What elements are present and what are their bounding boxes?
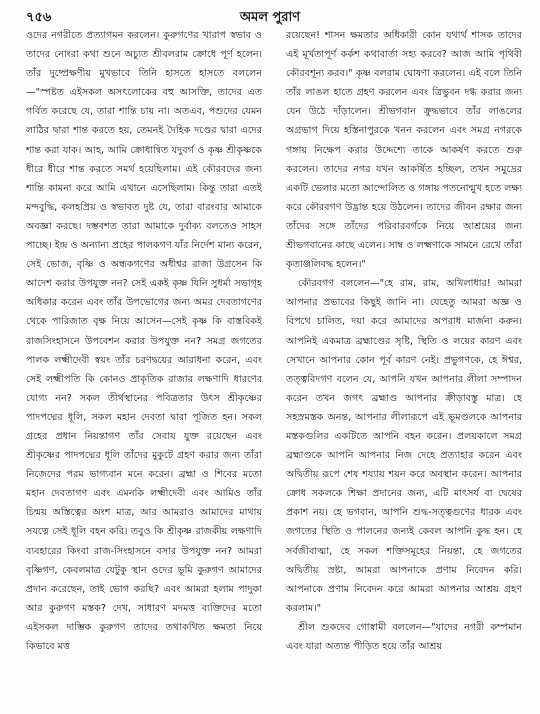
page-number: ৭৫৬	[26, 10, 52, 25]
paragraph: ওদের নগরীতে প্রত্যাগমন করলেন। কুরুগণের খারাপ স্বভাব ও তাদের নোংরা কথা শুনে অচ্যুত শ্রীবলরাম ক্রোধে পূর্ণ হলেন। তাঁর দুষ্প্রেক্ষণীয় মুখভাবে তিনি হাসতে হাসতে বললেন—"স্পষ্টত এইসকল অসৎলোকের বহু আসক্তি, তাদের এত গর্বিত করেছে যে, তারা শান্তি চায় না। অতএব, পশুদের যেমন লাঠির দ্বারা শান্ত করতে হয়, তেমনই দৈহিক দণ্ডের দ্বারা এদের শান্ত করা যাক। আহ, আমি ক্রোধান্বিত যদুবর্গ ও কৃষ্ণ শ্রীকৃষ্ণকে ধীরে ধীরে শান্ত করতে সমর্থ হয়েছিলাম। এই কৌরবদের জন্য শান্তি কামনা করে আমি এখানে এসেছিলাম। কিন্তু তারা এতই মন্দবুদ্ধি, কলহপ্রিয় ও স্বভাবত দুষ্ট যে, তারা বারংবার আমাকে অবজ্ঞা করছে। দম্ভবশত তারা আমাকে দুর্বাক্য বলতেও সাহস পাচ্ছে। ইন্দ্র ও অন্যান্য প্রহের পালকগণ যাঁর নির্দেশ মান্য করেন, সেই ভোজ, বৃষ্ণি ও অন্ধকগণের অধীশ্বর রাজা উগ্রসেন কি আদেশ করার উপযুক্ত নন? সেই একই কৃষ্ণ যিনি সুধর্মা সভাগৃহ অধিকার করেন এবং তাঁর উপভোগের জন্য অমর দেবতাগণের থেকে পারিজাত বৃক্ষ নিয়ে আসেন—সেই কৃষ্ণ কি বাস্তবিকই রাজসিংহাসনে উপবেশন করার উপযুক্ত নন? সমগ্র জগতের পালক লক্ষ্মীদেবী স্বয়ং তাঁর চরণদ্বয়ের আরাধনা করেন, এবং সেই লক্ষ্মীপতি কি কোনও প্রাকৃতিক রাজার লক্ষণাদি ধারণের যোগ্য নন? সকল তীর্থস্থানের পবিত্রতার উৎস শ্রীকৃষ্ণের পাদপদ্মের ধূলি, সকল মহান দেবতা দ্বারা পূজিত হন। সকল গ্রহের প্রধান নিয়ন্তাগণ তাঁর সেবায় যুক্ত রয়েছেন এবং শ্রীকৃষ্ণের পাদপদ্মের ধূলি তাঁদের মুকুটে গ্রহণ করার জন্য তাঁরা নিজেদের পরম ভাগ্যবান মনে করেন। ব্রহ্মা ও শিবের মতো মহান দেবতাগণ এবং এমনকি লক্ষ্মীদেবী এবং আমিও তাঁর চিন্ময় অস্তিত্বের অংশ মাত্র, আর আমরাও আমাদের মাথায় সযত্নে সেই ধূলি বহন করি। তবুও কি শ্রীকৃষ্ণ রাজকীয় লক্ষণাদি ব্যবহারের কিংবা রাজ-সিংহাসনে বসার উপযুক্ত নন? আমরা বৃষ্ণিগণ, কেবলমাত্র যেটুকু স্থান ওদের ভূমি কুরুগণ আমাদের প্রদান করেছেন, তাই ভোগ করছি? এবং আমরা হলাম পাদুকা আর কুরুগণ মস্তক? দেখ, সাধারণ মদমত্ত ব্যক্তিদের মতো এইসকল দাম্ভিক কুরুগণ তাদের তথাকথিত ক্ষমতা নিয়ে কিভাবে মত্ত	[26, 30, 262, 652]
text-columns	[26, 26, 522, 708]
paragraph: শ্রীল শুকদেব গোস্বামী বললেন—"যাদের নগরী কম্পমান এবং যারা অত্যন্ত পীড়িত হয়ে তাঁর আশ্রয়	[286, 621, 522, 652]
page-header	[0, 6, 540, 28]
paragraph: রয়েছেন! শাসন ক্ষমতার অধিকারী কোন যথার্থ শাসক তাদের এই মূর্খতাপূর্ণ কর্কশ কথাবার্তা সহ্য করবে? আজ আমি পৃথিবী কৌরবশূন্য করব।" কৃষ্ণ বলরাম ঘোষণা করলেন। এই বলে তিনি তাঁর লাঙল হাতে গ্রহণ করলেন এবং ত্রিভুবন দগ্ধ করার জন্য যেন উঠে দাঁড়ালেন। শ্রীভগবান ক্রুদ্ধভাবে তাঁর লাঙলের অগ্রভাগ দিয়ে হস্তিনাপুরকে খনন করলেন এবং সমগ্র নগরকে গঙ্গায় নিক্ষেপ করার উদ্দেশ্যে তাকে আকর্ষণ করতে শুরু করলেন। তাদের নগর যখন আকর্ষিত হচ্ছিল, তখন সমুদ্রের একটি ভেলার মতো আন্দোলিত ও গঙ্গায় পতনোন্মুখ হতে লক্ষ্য করে কৌরবগণ উদ্ভ্রান্ত হয়ে উঠলেন। তাদের জীবন রক্ষার জন্য তাঁদের সঙ্গে তাঁদের পরিবারবর্গকে নিয়ে আশ্রয়ের জন্য শ্রীভগবানের কাছে এলেন। সাম্ব ও লক্ষ্মণাকে সামনে রেখে তাঁরা কৃতাঞ্জলিবদ্ধ হলেন।"	[286, 30, 522, 271]
right-column	[286, 26, 522, 708]
paragraph: কৌরবগণ বললেন—"হে রাম, রাম, অখিলাধার! আমরা আপনার প্রভাবের কিছুই জানি না। যেহেতু আমরা অজ্ঞ ও বিপথে চালিত, দয়া করে আমাদের অপরাধ মার্জনা করুন। আপনিই একমাত্র ব্রহ্মাণ্ডের সৃষ্টি, স্থিতি ও লয়ের কারণ এবং সেখানে আপনার কোন পূর্ব কারণ নেই। প্রভুগণকে, হে ঈশ্বর, তত্ত্ববিদগণ বলেন যে, আপনি যখন আপনার লীলা সম্পাদন করেন তখন জগৎ ব্রহ্মাণ্ড আপনার ক্রীড়াবস্তু মাত্র। হে সহস্রমস্তক অনন্ত, আপনার লীলারূপে এই ভূমণ্ডলকে আপনার মস্তকগুলির একটিতে আপনি বহন করেন। প্রলয়কালে সমগ্র ব্রহ্মাণ্ডকে আপনি আপনার নিজ দেহে প্রত্যাহার করেন এবং অদ্বিতীয় রূপে শেষ শয্যায় শয়ন করে অবস্থান করেন। আপনার ক্রোধ সকলকে শিক্ষা প্রদানের জন্য, এটি মাৎসর্য বা দ্বেষের প্রকাশ নয়। হে ভগবান, আপনি শুদ্ধ-সত্ত্বগুণের ধারক এবং জগতের স্থিতি ও পালনের জন্যই কেবল আপনি কুদ্ধ হন। হে সর্বজীবাত্মা, হে সকল শক্তিসমূহের নিয়ন্তা, হে জগতের অদ্বিতীয় স্রষ্টা, আমরা আপনাকে প্রণাম নিবেদন করি। আপনাকে প্রণাম নিবেদন করে আমরা আপনার আশ্রয় গ্রহণ করলাম।"	[286, 278, 522, 614]
running-title: অমল পুরাণ	[239, 10, 301, 25]
left-column	[26, 26, 262, 708]
